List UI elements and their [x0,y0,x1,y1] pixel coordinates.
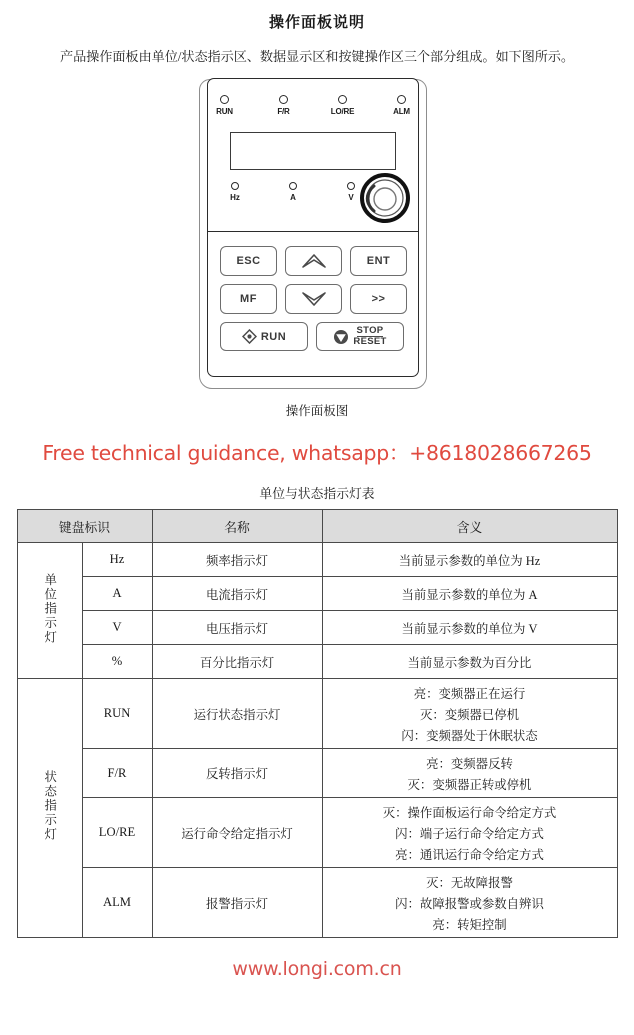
status-led-lore [326,95,359,116]
table-header-row [17,510,617,543]
row-name: 反转指示灯 [152,749,322,798]
group-label-text: 状态指示灯 [42,770,57,842]
row-name: 电压指示灯 [152,611,322,645]
meaning-line: 当前显示参数的单位为 A [401,587,538,602]
status-led-row [208,95,418,116]
reset-label: RESET [353,336,387,347]
row-mark: ALM [82,868,152,938]
table-row [17,577,617,611]
unit-led-label: A [290,193,296,202]
meaning-line: 灭：变频器已停机 [419,707,520,722]
row-meaning [322,611,617,645]
group-label-text: 单位指示灯 [42,572,57,645]
keypad-grid [220,246,408,351]
meaning-line: 闪：端子运行命令给定方式 [395,826,544,841]
meaning-line: 灭：无故障报警 [426,875,513,890]
row-meaning [322,543,617,577]
row-name: 电流指示灯 [152,577,322,611]
up-arrow-button[interactable] [285,246,342,276]
site-url: www.longi.com.cn [232,958,402,980]
status-led-label: ALM [393,107,410,116]
meaning-line: 闪：变频器处于休眠状态 [401,728,538,743]
meaning-line: 亮：变频器反转 [426,756,513,771]
row-meaning [322,798,617,868]
indicator-table [17,509,618,938]
row-meaning [322,645,617,679]
table-row [17,749,617,798]
table-body [17,543,617,938]
keypad-row-3 [220,322,408,351]
stop-reset-button[interactable] [316,322,404,351]
table-title: 单位与状态指示灯表 [259,487,375,501]
led-indicator-icon [220,95,229,104]
run-button-label: RUN [260,330,287,343]
stop-circle-icon [333,329,349,345]
row-name: 运行命令给定指示灯 [152,798,322,868]
ent-button[interactable]: ENT [350,246,407,276]
meaning-line: 亮：通讯运行命令给定方式 [395,847,544,862]
led-indicator-icon [289,182,297,190]
table-row [17,611,617,645]
row-meaning [322,679,617,749]
page-title: 操作面板说明 [268,14,365,31]
panel-keypad-section [208,232,418,376]
meaning-line: 亮：转矩控制 [432,917,507,932]
status-led-run [208,95,241,116]
operation-panel-diagram [192,77,442,397]
table-row [17,798,617,868]
meaning-line: 当前显示参数的单位为 Hz [398,553,541,568]
status-led-label: LO/RE [330,107,355,116]
row-meaning [322,749,617,798]
row-mark: LO/RE [82,798,152,868]
table-row [17,645,617,679]
row-mark: F/R [82,749,152,798]
unit-led-hz [220,182,250,202]
row-mark: V [82,611,152,645]
led-indicator-icon [338,95,347,104]
run-button[interactable] [220,322,308,351]
meaning-line: 当前显示参数为百分比 [407,655,532,670]
table-row [17,679,617,749]
table-header-mark: 键盘标识 [17,510,152,543]
row-mark: Hz [82,543,152,577]
esc-button[interactable]: ESC [220,246,277,276]
row-meaning [322,868,617,938]
figure-caption: 操作面板图 [285,404,349,418]
led-indicator-icon [347,182,355,190]
panel-indicator-display-section [208,79,418,232]
status-led-label: RUN [216,107,233,116]
table-header-meaning: 含义 [322,510,617,543]
meaning-line: 亮：变频器正在运行 [413,686,526,701]
row-name: 运行状态指示灯 [152,679,322,749]
table-row [17,543,617,577]
unit-led-row [220,182,366,202]
keypad-row-2 [220,284,408,314]
group-label-unit [17,543,82,679]
row-meaning [322,577,617,611]
status-led-alm [385,95,418,116]
panel-body [207,78,419,377]
row-mark: % [82,645,152,679]
promo-contact-text: Free technical guidance, whatsapp：+8618028667265 [42,441,592,465]
down-arrow-button[interactable] [285,284,342,314]
led-indicator-icon [279,95,288,104]
status-led-label: F/R [277,107,290,116]
meaning-line: 灭：变频器正转或停机 [407,777,532,792]
led-indicator-icon [231,182,239,190]
up-arrow-icon [301,253,327,269]
unit-led-a [278,182,308,202]
row-name: 百分比指示灯 [152,645,322,679]
down-arrow-icon [301,291,327,307]
mf-button[interactable]: MF [220,284,277,314]
unit-led-label: Hz [230,193,240,202]
meaning-line: 闪：故障报警或参数自辨识 [395,896,544,911]
digital-display-screen [230,132,396,170]
led-indicator-icon [397,95,406,104]
shift-right-button[interactable]: >> [350,284,407,314]
unit-led-label: V [348,193,354,202]
meaning-line: 灭：操作面板运行命令给定方式 [382,805,557,820]
row-mark: RUN [82,679,152,749]
table-header-name: 名称 [152,510,322,543]
row-name: 报警指示灯 [152,868,322,938]
table-row [17,868,617,938]
meaning-line: 当前显示参数的单位为 V [401,621,538,636]
rotary-encoder-knob[interactable] [360,173,410,223]
stop-reset-label [353,326,386,346]
row-mark: A [82,577,152,611]
group-label-status [17,679,82,938]
stop-label: STOP [356,325,384,337]
keypad-row-1 [220,246,408,276]
intro-paragraph: 产品操作面板由单位/状态指示区、数据显示区和按键操作区三个部分组成。如下图所示。 [60,49,574,64]
run-diamond-icon [242,329,257,344]
status-led-fr [267,95,300,116]
row-name: 频率指示灯 [152,543,322,577]
